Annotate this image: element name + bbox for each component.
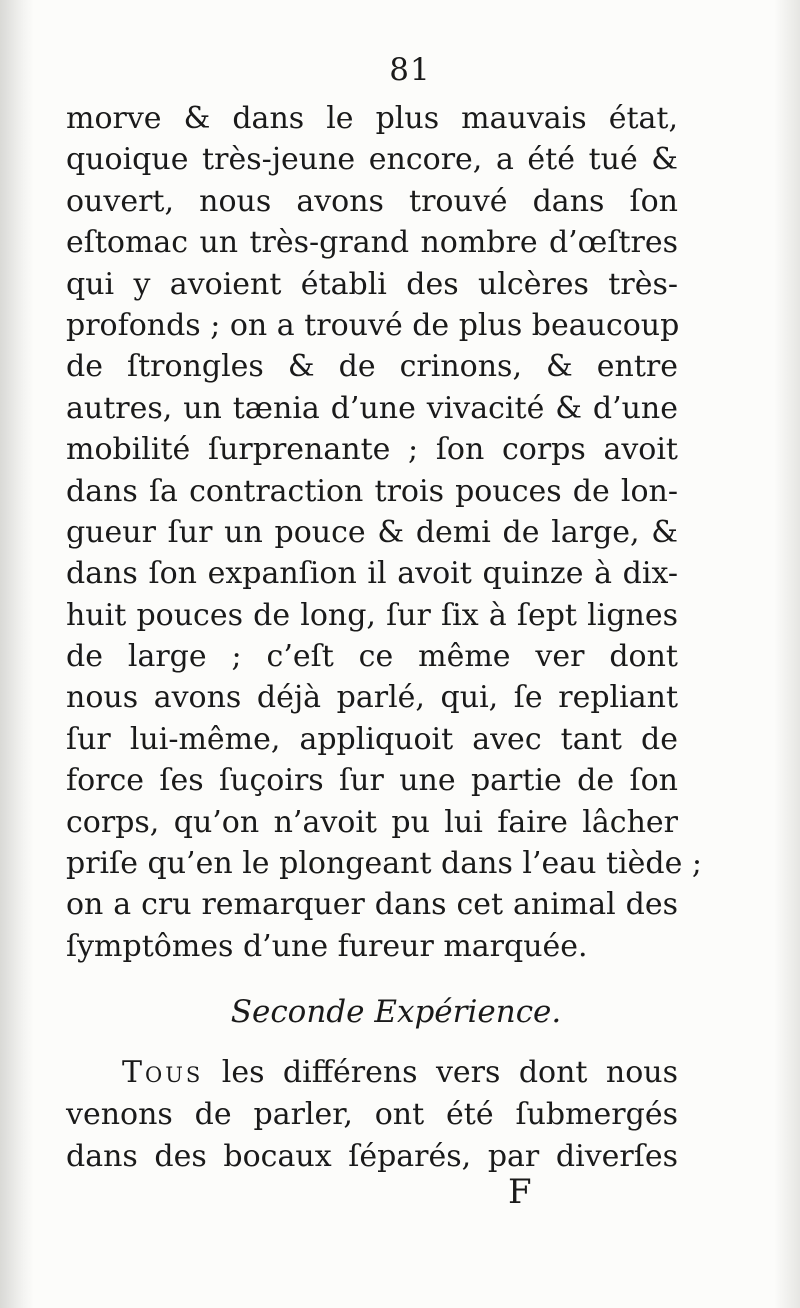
text-line: dans des bocaux ſéparés, par diverſes xyxy=(66,1139,678,1174)
signature-mark: F xyxy=(508,1172,532,1212)
text-line: on a cru remarquer dans cet animal des xyxy=(66,887,678,923)
text-line: dans ſon expanſion il avoit quinze à dix- xyxy=(66,556,678,592)
text-line: venons de parler, ont été ſubmergés xyxy=(66,1097,678,1132)
text-line: morve & dans le plus mauvais état, xyxy=(66,101,678,136)
section-heading: Seconde Expérience. xyxy=(230,994,562,1030)
text-line: corps, qu’on n’avoit pu lui faire lâcher xyxy=(66,804,678,840)
page-number: 81 xyxy=(389,52,431,88)
first-line-rest: les différens vers dont nous xyxy=(221,1055,678,1090)
text-line: eſtomac un très-grand nombre d’œſtres xyxy=(66,225,678,261)
text-line: de large ; c’eſt ce même ver dont xyxy=(66,639,678,675)
text-line: quoique très-jeune encore, a été tué & xyxy=(66,142,678,178)
text-line: ſymptômes d’une fureur marquée. xyxy=(66,928,588,964)
text-line: force ſes ſuçoirs ſur une partie de ſon xyxy=(66,763,678,799)
paragraph-1 xyxy=(66,98,703,967)
paragraph-2 xyxy=(66,1052,678,1178)
opening-word: Tous xyxy=(122,1055,204,1090)
text-line: ſur lui-même, appliquoit avec tant de xyxy=(66,721,678,757)
text-line: mobilité ſurprenante ; ſon corps avoit xyxy=(66,432,678,468)
text-line: gueur ſur un pouce & demi de large, & xyxy=(66,514,678,550)
text-line: dans ſa contraction trois pouces de lon- xyxy=(66,473,678,509)
text-line: qui y avoient établi des ulcères très- xyxy=(66,266,678,302)
text-line: huit pouces de long, ſur ſix à ſept lignes xyxy=(66,597,678,633)
text-line: profonds ; on a trouvé de plus beaucoup xyxy=(66,307,680,343)
text-line: nous avons déjà parlé, qui, ſe repliant xyxy=(66,680,678,716)
text-line: de ſtrongles & de crinons, & entre xyxy=(66,349,678,385)
text-line: ouvert, nous avons trouvé dans ſon xyxy=(66,183,678,219)
text-line: autres, un tænia d’une vivacité & d’une xyxy=(66,390,678,426)
text-line-first xyxy=(66,1052,678,1094)
text-line: priſe qu’en le plongeant dans l’eau tiède ; xyxy=(66,846,703,882)
